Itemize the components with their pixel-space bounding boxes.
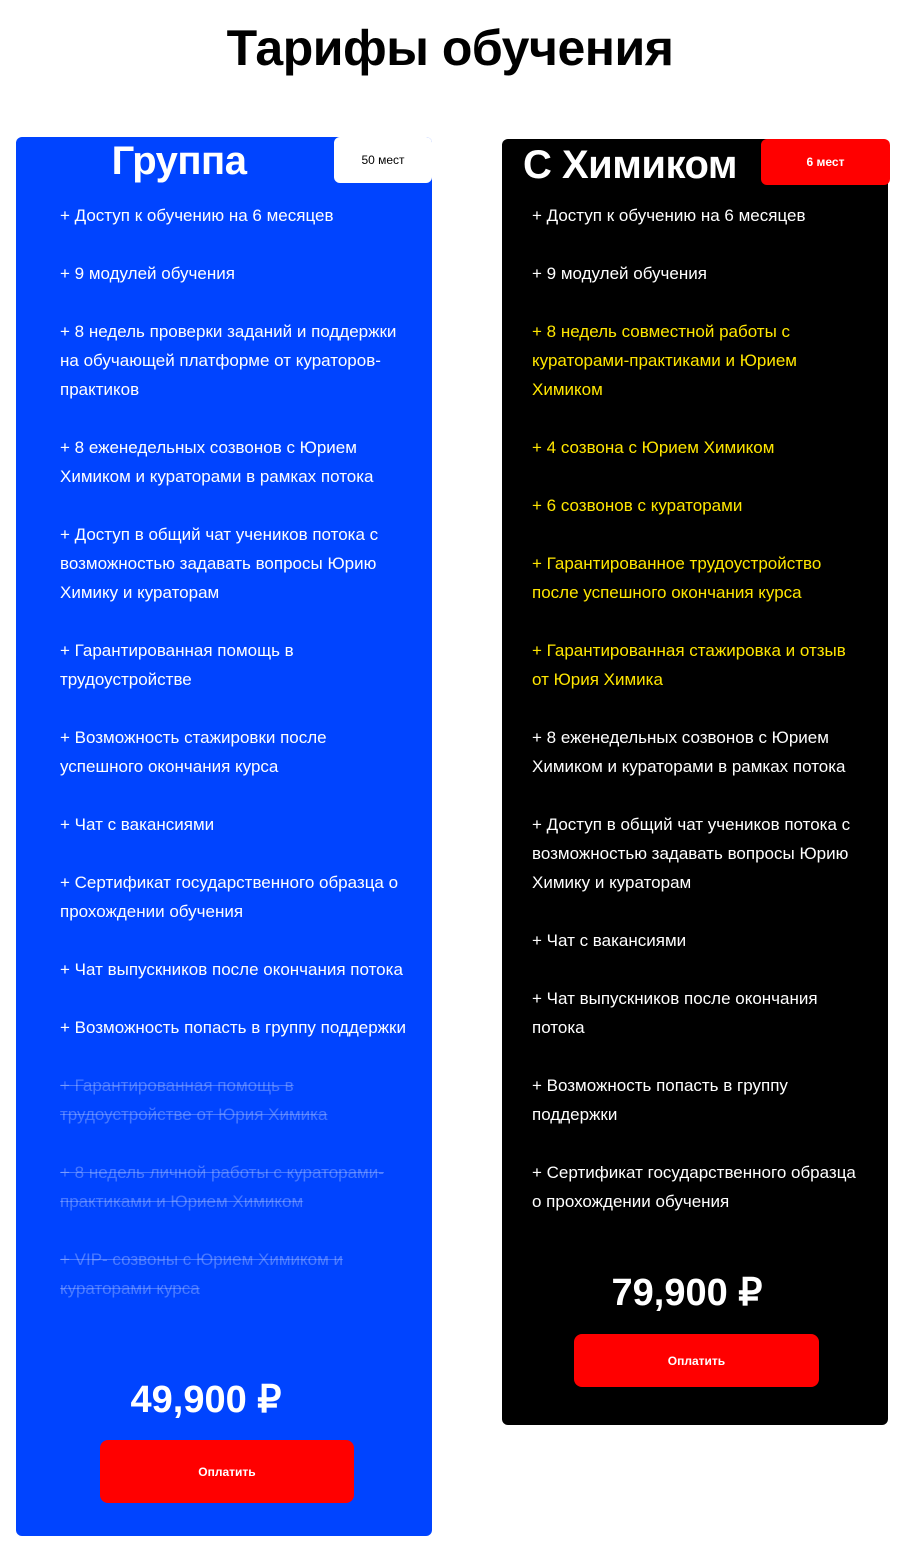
seats-badge: 50 мест bbox=[334, 137, 432, 183]
feature-item: + Доступ в общий чат учеников потока с возможностью задавать вопросы Юрию Химику и кураторам bbox=[532, 815, 851, 892]
feature-list bbox=[532, 201, 862, 1245]
feature-item: + Возможность попасть в группу поддержки bbox=[60, 1018, 406, 1037]
plan-title: Группа bbox=[111, 139, 247, 183]
feature-item: + Чат с вакансиями bbox=[60, 815, 215, 834]
feature-item: + Гарантированное трудоустройство после успешного окончания курса bbox=[532, 554, 822, 602]
feature-item: + Чат с вакансиями bbox=[532, 931, 687, 950]
pay-button[interactable]: Оплатить bbox=[574, 1334, 819, 1387]
feature-item: + Чат выпускников после окончания потока bbox=[532, 989, 818, 1037]
feature-item: + Сертификат государственного образца о прохождении обучения bbox=[532, 1163, 856, 1211]
feature-item: + Возможность попасть в группу поддержки bbox=[532, 1076, 788, 1124]
feature-item: + 8 еженедельных созвонов с Юрием Химиком и кураторами в рамках потока bbox=[60, 438, 374, 486]
feature-item-unavailable: + 8 недель личной работы с кураторами-практиками и Юрием Химиком bbox=[60, 1163, 384, 1211]
feature-item: + 9 модулей обучения bbox=[532, 264, 707, 283]
page-title: Тарифы обучения bbox=[226, 20, 674, 76]
feature-item: + Доступ в общий чат учеников потока с возможностью задавать вопросы Юрию Химику и кураторам bbox=[60, 525, 379, 602]
plan-price: 49,900 ₽ bbox=[130, 1379, 282, 1421]
seats-badge: 6 мест bbox=[761, 139, 890, 185]
feature-item: + Гарантированная помощь в трудоустройстве bbox=[60, 641, 294, 689]
feature-item: + Сертификат государственного образца о прохождении обучения bbox=[60, 873, 399, 921]
feature-item-unavailable: + VIP- созвоны с Юрием Химиком и кураторами курса bbox=[60, 1250, 344, 1298]
pay-button[interactable]: Оплатить bbox=[100, 1440, 354, 1503]
feature-item: + 6 созвонов с кураторами bbox=[532, 496, 743, 515]
feature-item: + Гарантированная стажировка и отзыв от Юрия Химика bbox=[532, 641, 846, 689]
plan-title: С Химиком bbox=[523, 143, 737, 187]
feature-item: + 8 недель проверки заданий и поддержки на обучающей платформе от кураторов-практиков bbox=[60, 322, 397, 399]
feature-item: + 4 созвона с Юрием Химиком bbox=[532, 438, 775, 457]
plan-price: 79,900 ₽ bbox=[611, 1272, 763, 1314]
feature-item: + Чат выпускников после окончания потока bbox=[60, 960, 403, 979]
feature-item: + Доступ к обучению на 6 месяцев bbox=[532, 206, 806, 225]
plan-card-chemist bbox=[502, 139, 888, 1425]
feature-item-unavailable: + Гарантированная помощь в трудоустройстве от Юрия Химика bbox=[60, 1076, 328, 1124]
feature-item: + Доступ к обучению на 6 месяцев bbox=[60, 206, 334, 225]
feature-list bbox=[60, 201, 410, 1332]
feature-item: + 9 модулей обучения bbox=[60, 264, 235, 283]
feature-item: + 8 еженедельных созвонов с Юрием Химиком и кураторами в рамках потока bbox=[532, 728, 846, 776]
feature-item: + Возможность стажировки после успешного окончания курса bbox=[60, 728, 327, 776]
feature-item: + 8 недель совместной работы с кураторами-практиками и Юрием Химиком bbox=[532, 322, 797, 399]
plan-card-group bbox=[16, 137, 432, 1536]
